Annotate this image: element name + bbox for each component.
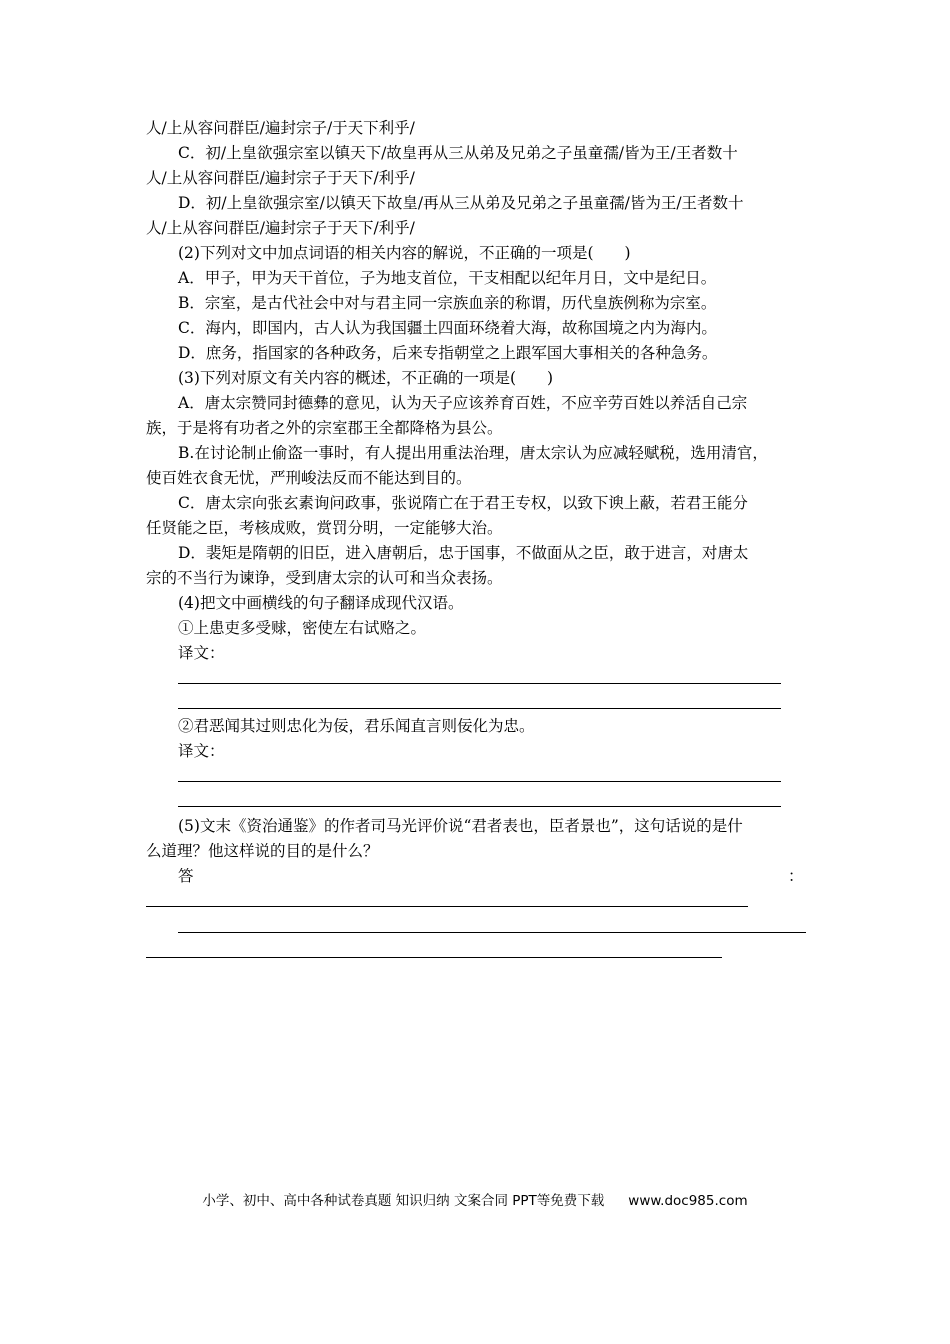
q2-stem: (2)下列对文中加点词语的相关内容的解说，不正确的一项是( ): [178, 244, 631, 262]
q4-answer-line-2b[interactable]: [178, 806, 781, 807]
q1-option-b-continuation: 人/上从容问群臣/遍封宗子/于天下利乎/: [146, 119, 415, 137]
q4-answer-line-2a[interactable]: [178, 781, 781, 782]
q3-option-b-continuation: 使百姓衣食无忧，严刑峻法反而不能达到目的。: [146, 469, 472, 487]
page-footer: [0, 1189, 950, 1209]
q3-option-d: D．裴矩是隋朝的旧臣，进入唐朝后，忠于国事，不做面从之臣，敢于进言，对唐太: [178, 544, 749, 562]
q4-stem: (4)把文中画横线的句子翻译成现代汉语。: [178, 594, 464, 612]
q5-answer-line-2[interactable]: [178, 932, 806, 933]
q4-answer-line-1b[interactable]: [178, 708, 781, 709]
q3-option-c: C．唐太宗向张玄素询问政事，张说隋亡在于君王专权，以致下谀上蔽，若君王能分: [178, 494, 748, 512]
q2-option-d: D．庶务，指国家的各种政务，后来专指朝堂之上跟军国大事相关的各种急务。: [178, 344, 718, 362]
q4-sentence-1: ①上患吏多受赇，密使左右试赂之。: [178, 619, 427, 637]
q1-option-d-continuation: 人/上从容问群臣/遍封宗子于天下/利乎/: [146, 219, 415, 237]
q2-option-b: B．宗室，是古代社会中对与君主同一宗族血亲的称谓，历代皇族例称为宗室。: [178, 294, 717, 312]
q3-option-a-continuation: 族，于是将有功者之外的宗室郡王全都降格为县公。: [146, 419, 503, 437]
q5-stem-continuation: 么道理？他这样说的目的是什么？: [146, 842, 379, 860]
q3-option-c-continuation: 任贤能之臣，考核成败，赏罚分明，一定能够大治。: [146, 519, 503, 537]
q4-translation-label-2: 译文：: [178, 742, 225, 760]
q4-sentence-2: ②君恶闻其过则忠化为佞，君乐闻直言则佞化为忠。: [178, 717, 535, 735]
q3-option-a: A．唐太宗赞同封德彝的意见，认为天子应该养育百姓，不应辛劳百姓以养活自己宗: [178, 394, 748, 412]
q4-translation-label-1: 译文：: [178, 644, 225, 662]
q4-answer-line-1a[interactable]: [178, 683, 781, 684]
q5-answer-line-1[interactable]: [146, 906, 748, 907]
q3-stem: (3)下列对原文有关内容的概述，不正确的一项是( ): [178, 369, 554, 387]
footer-url[interactable]: www.doc985.com: [628, 1193, 748, 1209]
q5-answer-label: 答: [178, 867, 194, 885]
q5-stem: (5)文末《资治通鉴》的作者司马光评价说“君者表也，臣者景也”，这句话说的是什: [178, 817, 743, 835]
q3-option-d-continuation: 宗的不当行为谏诤，受到唐太宗的认可和当众表扬。: [146, 569, 503, 587]
q5-answer-line-3[interactable]: [146, 957, 722, 958]
footer-text: 小学、初中、高中各种试卷真题 知识归纳 文案合同 PPT等免费下载: [202, 1193, 605, 1209]
q2-option-c: C．海内，即国内，古人认为我国疆土四面环绕着大海，故称国境之内为海内。: [178, 319, 717, 337]
q5-answer-colon: ：: [788, 867, 804, 885]
q2-option-a: A．甲子，甲为天干首位，子为地支首位，干支相配以纪年月日，文中是纪日。: [178, 269, 717, 287]
q1-option-c: C．初/上皇欲强宗室以镇天下/故皇再从三从弟及兄弟之子虽童孺/皆为王/王者数十: [178, 144, 738, 162]
q1-option-c-continuation: 人/上从容问群臣/遍封宗子于天下/利乎/: [146, 169, 415, 187]
q1-option-d: D．初/上皇欲强宗室/以镇天下故皇/再从三从弟及兄弟之子虽童孺/皆为王/王者数十: [178, 194, 744, 212]
q3-option-b: B.在讨论制止偷盗一事时，有人提出用重法治理，唐太宗认为应减轻赋税，选用清官，: [178, 444, 768, 462]
